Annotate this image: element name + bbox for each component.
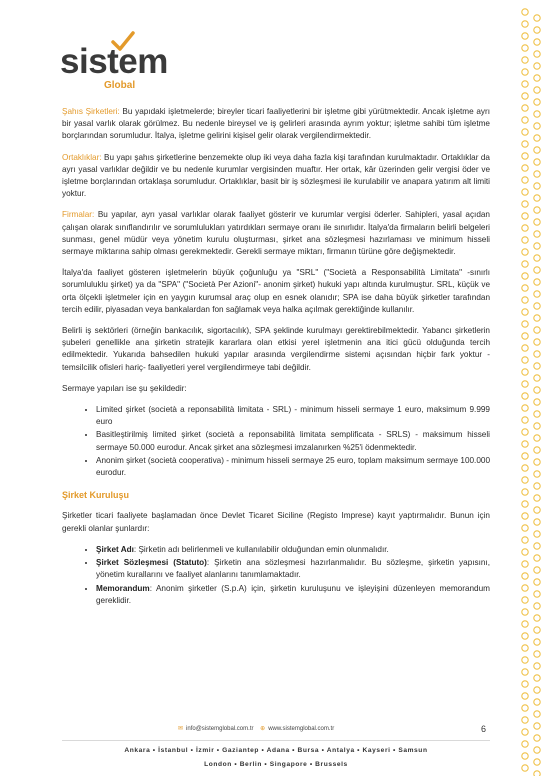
decorative-ring — [522, 717, 528, 723]
term-firmalar: Firmalar: — [62, 210, 95, 220]
paragraph-italya: İtalya'da faaliyet gösteren işletmelerin büyük çoğunluğu ya "SRL" ("Società a Responsabilità Limitata" -sınırlı sorumluluklu şirket) ya da "SPA" ("Società Per Azioni"- anonim şirket) hukuki yapı altında kurulmuştur. SRL, küçük ve orta ölçekli işletmeler için en yaygın kurumsal araç olup en esnek olanıdır; SPA ise daha büyük şirketler tarafından tercih edilir, piyasadan veya bankalardan fon sağlamak veya halka açılmak gerektiğinde kullanılır. — [62, 268, 490, 314]
decorative-ring — [522, 117, 528, 123]
section-heading-kurulus: Şirket Kuruluşu — [62, 490, 130, 501]
decorative-ring — [522, 393, 528, 399]
decorative-ring — [534, 255, 540, 261]
decorative-ring — [522, 561, 528, 567]
globe-icon: ⊕ — [260, 726, 266, 732]
decorative-ring — [534, 507, 540, 513]
decorative-ring — [534, 51, 540, 57]
term-sahis: Şahıs Şirketleri: — [62, 107, 120, 116]
logo-subtitle: Global — [104, 80, 136, 91]
decorative-ring — [534, 747, 540, 753]
decorative-ring — [522, 681, 528, 687]
decorative-ring — [534, 375, 540, 381]
decorative-ring — [522, 405, 528, 411]
decorative-ring — [522, 501, 528, 507]
decorative-ring — [534, 207, 540, 213]
decorative-ring — [534, 675, 540, 681]
decorative-ring — [522, 645, 528, 651]
decorative-ring — [534, 591, 540, 597]
decorative-ring — [522, 213, 528, 219]
decorative-ring — [534, 291, 540, 297]
decorative-ring — [534, 483, 540, 489]
decorative-ring — [522, 441, 528, 447]
decorative-ring — [522, 249, 528, 255]
decorative-ring — [534, 267, 540, 273]
decorative-ring — [522, 477, 528, 483]
decorative-ring — [522, 129, 528, 135]
decorative-ring — [534, 15, 540, 21]
decorative-border — [518, 6, 544, 776]
decorative-ring — [522, 261, 528, 267]
decorative-ring — [534, 279, 540, 285]
footer-cities-international: London • Berlin • Singapore • Brussels — [204, 761, 348, 768]
decorative-ring — [534, 711, 540, 717]
paragraph-firmalar: Firmalar: Bu yapılar, ayrı yasal varlıklar olarak faaliyet gösterir ve kurumlar vergisi öderler. Sahipleri, yasal açıdan çalışan olarak sınıflandırılır ve sorumlulukları yatırdıkları sermaye oranı ile sınırlıdır. İtalya'da firmaların belirli belgeleri sunması, genel müdür veya yönetim kurulu oluşturması, şirket ana sözleşmesi hazırlaması ve minimum hisseli sermaye miktarına sahip olması gerekmektedir. Gerekli sermaye miktarı, firmanın türüne göre değişmektedir. — [62, 210, 490, 257]
sermaye-list — [62, 404, 490, 479]
decorative-ring — [534, 651, 540, 657]
decorative-ring — [522, 33, 528, 39]
decorative-ring — [534, 339, 540, 345]
decorative-ring — [522, 729, 528, 735]
decorative-ring — [522, 237, 528, 243]
decorative-ring — [534, 459, 540, 465]
email-icon: ✉ — [178, 726, 184, 732]
decorative-ring — [534, 639, 540, 645]
list-item: • Şirket Adı: Şirketin adı belirlenmeli ve kullanılabilir olduğundan emin olunmalıdır. — [96, 544, 490, 556]
decorative-ring — [522, 621, 528, 627]
decorative-ring — [534, 627, 540, 633]
decorative-ring — [534, 399, 540, 405]
list-item: • Anonim şirket (società cooperativa) - minimum hisseli sermaye 25 euro, toplam maksimum sermaye 100.000 eurodur. — [96, 455, 490, 479]
decorative-ring — [522, 417, 528, 423]
decorative-ring — [534, 171, 540, 177]
decorative-ring — [522, 381, 528, 387]
decorative-ring — [534, 543, 540, 549]
decorative-ring — [534, 423, 540, 429]
decorative-ring — [522, 273, 528, 279]
decorative-ring — [522, 597, 528, 603]
decorative-ring — [522, 225, 528, 231]
main-content — [62, 106, 490, 616]
decorative-ring — [534, 159, 540, 165]
footer-cities-turkey: Ankara • İstanbul • İzmir • Gaziantep • Adana • Bursa • Antalya • Kayseri • Samsun — [124, 747, 428, 754]
decorative-ring — [522, 81, 528, 87]
decorative-ring — [522, 537, 528, 543]
decorative-ring — [522, 357, 528, 363]
paragraph-sermaye-intro: Sermaye yapıları ise şu şekildedir: — [62, 383, 187, 393]
decorative-ring — [534, 39, 540, 45]
decorative-ring — [534, 135, 540, 141]
decorative-ring — [522, 153, 528, 159]
decorative-ring — [522, 753, 528, 759]
decorative-ring — [534, 567, 540, 573]
decorative-ring — [534, 303, 540, 309]
footer-contacts — [178, 725, 334, 732]
decorative-ring — [534, 111, 540, 117]
decorative-ring — [522, 369, 528, 375]
decorative-ring — [522, 693, 528, 699]
decorative-ring — [522, 141, 528, 147]
decorative-ring — [522, 9, 528, 15]
list-item: • Şirket Sözleşmesi (Statuto): Şirketin ana sözleşmesi hazırlanmalıdır. Bu sözleşme, şirketin yapısını, yönetim kurallarını ve faaliyet alanlarını tanımlamaktadır. — [96, 557, 490, 581]
decorative-ring — [522, 513, 528, 519]
decorative-ring — [534, 219, 540, 225]
decorative-ring — [522, 201, 528, 207]
decorative-ring — [522, 669, 528, 675]
decorative-ring — [522, 453, 528, 459]
decorative-ring — [522, 741, 528, 747]
footer-divider — [62, 740, 490, 741]
kurulus-list — [62, 544, 490, 607]
decorative-ring — [534, 243, 540, 249]
decorative-ring — [522, 525, 528, 531]
decorative-ring — [534, 603, 540, 609]
decorative-ring — [522, 309, 528, 315]
logo-wordmark: sistem — [60, 42, 168, 81]
decorative-ring — [534, 411, 540, 417]
decorative-ring — [522, 93, 528, 99]
decorative-ring — [534, 771, 540, 776]
decorative-ring — [534, 87, 540, 93]
decorative-ring — [522, 21, 528, 27]
decorative-ring — [534, 363, 540, 369]
paragraph-kurulus-intro: Şirketler ticari faaliyete başlamadan önce Devlet Ticaret Siciline (Registo Imprese) kayıt yaptırmalıdır. Bunun için gerekli olanlar şunlardır: — [62, 511, 490, 533]
decorative-ring — [522, 345, 528, 351]
decorative-ring — [534, 231, 540, 237]
decorative-ring — [522, 573, 528, 579]
decorative-ring — [534, 723, 540, 729]
decorative-ring — [522, 765, 528, 771]
list-item: • Limited şirket (società a reponsabilità limitata - SRL) - minimum hisseli sermaye 1 euro, maksimum 9.999 euro — [96, 404, 490, 428]
sistem-global-logo — [60, 28, 180, 98]
decorative-ring — [534, 531, 540, 537]
decorative-ring — [522, 165, 528, 171]
decorative-ring — [534, 63, 540, 69]
decorative-ring — [534, 183, 540, 189]
decorative-ring — [534, 495, 540, 501]
decorative-ring — [534, 27, 540, 33]
decorative-ring — [534, 435, 540, 441]
footer-email[interactable]: info@sistemglobal.com.tr — [186, 726, 254, 732]
decorative-ring — [522, 489, 528, 495]
decorative-ring — [534, 579, 540, 585]
decorative-ring — [522, 705, 528, 711]
decorative-ring — [522, 633, 528, 639]
decorative-ring — [522, 465, 528, 471]
decorative-ring — [534, 315, 540, 321]
decorative-ring — [522, 105, 528, 111]
list-item: • Memorandum: Anonim şirketler (S.p.A) için, şirketin kuruluşunu ve işleyişini düzenleyen memorandum gereklidir. — [96, 583, 490, 607]
decorative-ring — [534, 687, 540, 693]
decorative-ring — [534, 759, 540, 765]
paragraph-belirli: Belirli iş sektörleri (örneğin bankacılık, sigortacılık), SPA şeklinde kurulmayı gerektirebilmektedir. Yabancı şirketlerin şubeleri genellikle ana şirketin stratejik kararlara olan etkisi yerel işletmenin ana itici gücü olduğunda tercih edilmektedir. Yukarıda bahsedilen hukuki yapılar arasında vergilendirme sistemi açısından hiçbir fark yoktur - temsilcilik ofisleri hariç- faaliyetleri yerel vergilendirmeye tabi değildir. — [62, 326, 490, 372]
decorative-ring — [534, 387, 540, 393]
decorative-ring — [522, 333, 528, 339]
decorative-ring — [522, 45, 528, 51]
decorative-ring — [534, 99, 540, 105]
decorative-ring — [522, 57, 528, 63]
list-item: • Basitleştirilmiş limited şirket (società a reponsabilità limitata semplificata - SRLS) - maksimum hisseli sermaye 50.000 eurodur. Ancak şirket ana sözleşmesi imzalanırken %25'i ödenmektedir. — [96, 429, 490, 453]
decorative-ring — [522, 189, 528, 195]
decorative-ring — [534, 663, 540, 669]
decorative-ring — [522, 69, 528, 75]
decorative-ring — [534, 195, 540, 201]
decorative-ring — [522, 549, 528, 555]
paragraph-sahis: Şahıs Şirketleri: Bu yapıdaki işletmelerde; bireyler ticari faaliyetlerini bir işletme gibi yürütmektedir. Ancak işletme ayrı bir yasal varlık olarak görülmez. Bu nedenle bireysel ve iş gelirleri arasında ayrım yoktur; işletme sahibi tüm işletme borçlarından sorumludur. İtalya, işletme gelirini kişisel gelir olarak vergilendirmektedir. — [62, 107, 490, 141]
decorative-ring — [534, 351, 540, 357]
decorative-ring — [534, 75, 540, 81]
decorative-ring — [534, 327, 540, 333]
decorative-ring — [534, 519, 540, 525]
decorative-ring — [522, 609, 528, 615]
decorative-ring — [522, 429, 528, 435]
decorative-ring — [534, 699, 540, 705]
decorative-ring — [522, 177, 528, 183]
decorative-ring — [534, 615, 540, 621]
decorative-ring — [534, 471, 540, 477]
decorative-ring — [522, 585, 528, 591]
decorative-ring — [522, 321, 528, 327]
decorative-ring — [522, 297, 528, 303]
decorative-ring — [534, 555, 540, 561]
paragraph-ortaklik: Ortaklıklar: Bu yapı şahıs şirketlerine benzemekte olup iki veya daha fazla kişi tarafından kurulmaktadır. Ortaklıklar da ayrı yasal varlıklar değildir ve bu nedenle kurumlar vergisinden muaftır. Her ortak, kâr üzerinden gelir vergisi öder ve işletme borçlarından ortaklaşa sorumludur. Ortaklıklar, basit bir iş sözleşmesi ile kurulabilir ve anapara yatırım alt limiti yoktur. — [62, 152, 490, 199]
decorative-ring — [522, 657, 528, 663]
decorative-ring — [534, 735, 540, 741]
decorative-ring — [522, 285, 528, 291]
decorative-ring — [534, 147, 540, 153]
decorative-ring — [534, 123, 540, 129]
decorative-ring — [534, 447, 540, 453]
page-number: 6 — [481, 724, 487, 734]
term-ortaklik: Ortaklıklar: — [62, 152, 102, 162]
footer-web[interactable]: www.sistemglobal.com.tr — [268, 726, 335, 732]
